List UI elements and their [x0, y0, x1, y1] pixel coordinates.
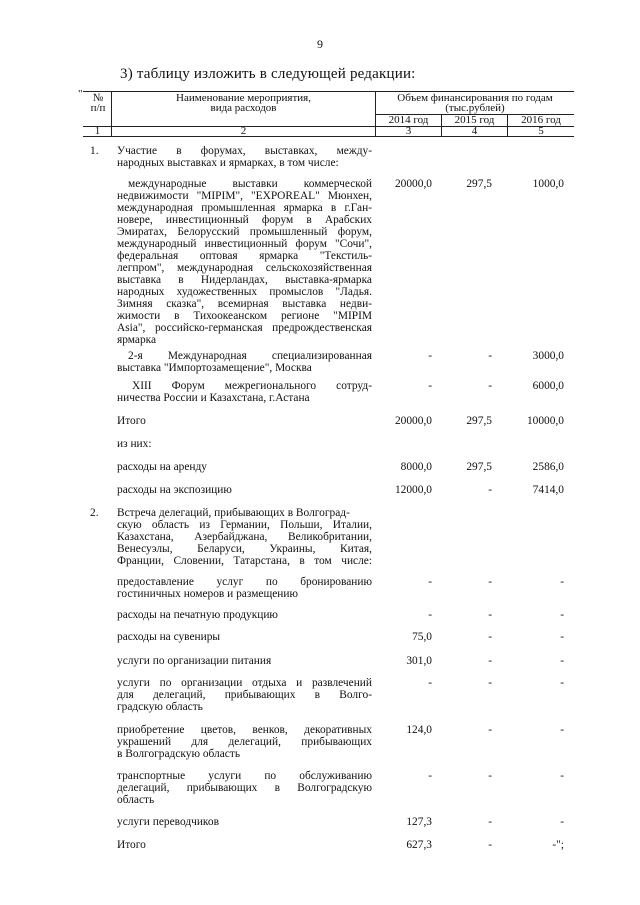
section-title-line: Участие в форумах, выставках, между- [117, 145, 372, 157]
total-label: Итого [117, 415, 146, 427]
value-2015: 297,5 [466, 415, 492, 427]
item-line: XIII Форум межрегионального сотруд- [132, 380, 372, 392]
item-line: градскую область [117, 701, 203, 713]
value-2014: 627,3 [406, 839, 432, 851]
value-2014: - [428, 380, 432, 392]
item-line: услуги переводчиков [117, 816, 219, 828]
value-2014: - [428, 609, 432, 621]
of-which-label: из них: [117, 438, 152, 450]
value-2016: - [560, 655, 564, 667]
total-label: Итого [117, 839, 146, 851]
value-2016: - [560, 724, 564, 736]
value-2015: - [488, 816, 492, 828]
value-2016: 10000,0 [526, 415, 564, 427]
value-2014: 8000,0 [400, 461, 432, 473]
value-2015: - [488, 576, 492, 588]
opening-quote: " [78, 88, 83, 100]
value-2015: 297,5 [466, 178, 492, 190]
item-line: 2-я Международная специализированная [128, 350, 372, 362]
exposition-label: расходы на экспозицию [117, 484, 232, 496]
value-2016: - [560, 770, 564, 782]
value-2014: - [428, 677, 432, 689]
item-line: Зимняя сказка", всемирная выставка недви- [117, 298, 372, 310]
value-2015: - [488, 484, 492, 496]
section-title-line: Франции, Словении, Татарстана, в том числе: [117, 555, 372, 567]
value-2014: 301,0 [406, 655, 432, 667]
section-title-line: Казахстана, Азербайджана, Великобритании, [117, 531, 372, 543]
value-2014: - [428, 770, 432, 782]
value-2014: 124,0 [406, 724, 432, 736]
item-line: новере, инвестиционный форум в Арабских [117, 214, 372, 226]
header-funding-l2: (тыс.рублей) [445, 102, 505, 114]
item-line: делегаций, прибывающих в Волгоградскую [117, 782, 372, 794]
value-2014: - [428, 350, 432, 362]
value-2014: 20000,0 [394, 415, 432, 427]
value-2015: - [488, 655, 492, 667]
section-title-line: Венесуэлы, Беларуси, Украины, Китая, [117, 543, 372, 555]
header-num-l1: № [92, 92, 104, 104]
header-year-2015: 2015 год [454, 114, 495, 126]
item-line: транспортные услуги по обслуживанию [117, 770, 372, 782]
value-2016: - [560, 609, 564, 621]
section-title-line: скую область из Германии, Польши, Италии, [117, 519, 372, 531]
value-2016: - [560, 677, 564, 689]
header-name-l1: Наименование мероприятия, [176, 92, 311, 104]
item-line: расходы на сувениры [117, 631, 221, 643]
value-2016: -"; [552, 839, 564, 851]
value-2015: - [488, 631, 492, 643]
value-2015: - [488, 350, 492, 362]
item-line: народных художественных промыслов "Ладья. [117, 286, 372, 298]
item-line: недвижимости "MIPIM", "EXPOREAL" Мюнхен, [117, 190, 372, 202]
colnum-4: 4 [471, 125, 478, 137]
header-num-l2: п/п [90, 102, 106, 114]
value-2015: - [488, 677, 492, 689]
item-line: международные выставки коммерческой [128, 178, 372, 190]
item-line: международная промышленная ярмарка в г.Ган- [117, 202, 372, 214]
colnum-5: 5 [538, 125, 544, 137]
value-2016: 3000,0 [532, 350, 564, 362]
value-2015: - [488, 609, 492, 621]
rent-label: расходы на аренду [117, 461, 207, 473]
value-2016: 1000,0 [532, 178, 564, 190]
item-line: приобретение цветов, венков, декоративных [117, 724, 372, 736]
value-2014: 75,0 [412, 631, 432, 643]
item-line: предоставление услуг по бронированию [117, 576, 372, 588]
intro-text: 3) таблицу изложить в следующей редакции: [120, 66, 416, 82]
section-title-line: народных выставках и ярмарках, в том числе: [117, 157, 339, 169]
value-2016: - [560, 631, 564, 643]
value-2014: 127,3 [406, 816, 432, 828]
item-line: гостиничных номеров и размещению [117, 588, 298, 600]
item-line: услуги по организации питания [117, 655, 272, 667]
item-line: выставка в Нидерландах, выставка-ярмарка [117, 274, 372, 286]
colnum-1: 1 [94, 125, 101, 137]
value-2015: - [488, 724, 492, 736]
section-title-line: Встреча делегаций, прибывающих в Волгоград- [117, 507, 350, 519]
value-2016: 6000,0 [532, 380, 564, 392]
value-2016: 7414,0 [532, 484, 564, 496]
row-number: 2. [90, 507, 99, 519]
colnum-2: 2 [240, 125, 247, 137]
header-name-l2: вида расходов [210, 102, 277, 114]
item-line: ничества России и Казахстана, г.Астана [117, 392, 310, 404]
header-year-2014: 2014 год [388, 114, 429, 126]
value-2016: - [560, 576, 564, 588]
value-2015: - [488, 839, 492, 851]
item-line: выставка "Импортозамещение", Москва [117, 362, 312, 374]
page-number: 9 [317, 37, 323, 51]
item-line: для делегаций, прибывающих в Волго- [117, 689, 372, 701]
value-2015: - [488, 380, 492, 392]
item-line: Эмиратах, Белорусский промышленный форум, [117, 226, 372, 238]
header-year-2016: 2016 год [521, 114, 561, 126]
value-2014: - [428, 576, 432, 588]
header-funding-l1: Объем финансирования по годам [397, 92, 553, 104]
value-2014: 20000,0 [394, 178, 432, 190]
value-2015: 297,5 [466, 461, 492, 473]
item-line: область [117, 794, 155, 806]
item-line: Asia", российско-германская предрождественская [117, 322, 372, 334]
colnum-3: 3 [405, 125, 412, 137]
item-line: международный инвестиционный форум "Сочи", [117, 238, 372, 250]
item-line: ярмарка [117, 334, 157, 346]
item-line: федеральная оптовая ярмарка "Текстиль- [117, 250, 372, 262]
item-line: легпром", международная сельскохозяйственная [117, 262, 372, 274]
item-line: услуги по организации отдыха и развлечений [117, 677, 372, 689]
row-number: 1. [90, 145, 99, 157]
item-line: в Волгоградскую область [117, 748, 241, 760]
value-2016: - [560, 816, 564, 828]
item-line: украшений для делегаций, прибывающих [117, 736, 372, 748]
value-2015: - [488, 770, 492, 782]
item-line: расходы на печатную продукцию [117, 609, 278, 621]
item-line: жимости в Тихоокеанском регионе "MIPIM [117, 310, 372, 322]
value-2014: 12000,0 [394, 484, 432, 496]
value-2016: 2586,0 [532, 461, 564, 473]
